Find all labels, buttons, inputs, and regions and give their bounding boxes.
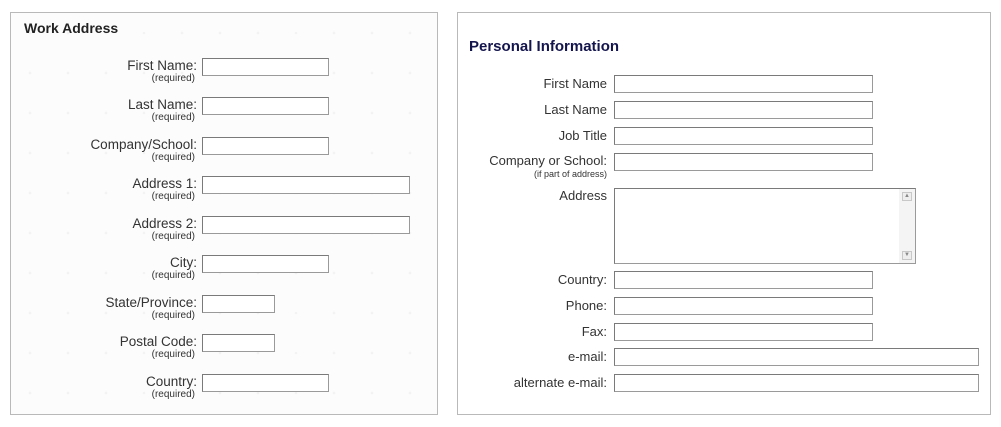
country-required-note: (required) bbox=[151, 389, 195, 400]
personal-information-title: Personal Information bbox=[469, 38, 620, 55]
phone-input[interactable] bbox=[614, 297, 873, 315]
scroll-up-icon[interactable]: ▲ bbox=[902, 192, 912, 201]
address-scrollbar[interactable] bbox=[899, 189, 915, 263]
work-company-school-input[interactable] bbox=[202, 137, 329, 155]
scroll-down-icon[interactable]: ▼ bbox=[902, 251, 912, 260]
job-title-label: Job Title bbox=[558, 128, 607, 143]
company-school-label: Company/School: bbox=[90, 137, 197, 152]
state-province-required-note: (required) bbox=[151, 310, 195, 321]
fax-input[interactable] bbox=[614, 323, 873, 341]
last-name-label: Last Name: bbox=[127, 97, 197, 112]
phone-label: Phone: bbox=[565, 298, 607, 313]
work-address-2-input[interactable] bbox=[202, 216, 410, 234]
address-2-required-note: (required) bbox=[151, 231, 195, 242]
personal-first-name-input[interactable] bbox=[614, 75, 873, 93]
first-name-label: First Name: bbox=[127, 58, 197, 73]
company-or-school-note: (if part of address) bbox=[533, 169, 607, 179]
personal-last-name-label: Last Name bbox=[544, 102, 607, 117]
address-2-label: Address 2: bbox=[132, 216, 197, 231]
alternate-email-input[interactable] bbox=[614, 374, 979, 392]
work-city-input[interactable] bbox=[202, 255, 329, 273]
email-input[interactable] bbox=[614, 348, 979, 366]
alternate-email-label: alternate e-mail: bbox=[513, 375, 607, 390]
personal-address-label: Address bbox=[559, 188, 607, 203]
personal-last-name-input[interactable] bbox=[614, 101, 873, 119]
fax-label: Fax: bbox=[581, 324, 607, 339]
work-first-name-input[interactable] bbox=[202, 58, 329, 76]
postal-code-label: Postal Code: bbox=[119, 334, 197, 349]
address-1-required-note: (required) bbox=[151, 191, 195, 202]
personal-information-panel bbox=[457, 12, 991, 415]
personal-country-input[interactable] bbox=[614, 271, 873, 289]
work-country-input[interactable] bbox=[202, 374, 329, 392]
email-label: e-mail: bbox=[567, 349, 607, 364]
address-1-label: Address 1: bbox=[132, 176, 197, 191]
company-or-school-input[interactable] bbox=[614, 153, 873, 171]
last-name-required-note: (required) bbox=[151, 112, 195, 123]
city-label: City: bbox=[170, 255, 197, 270]
work-last-name-input[interactable] bbox=[202, 97, 329, 115]
work-address-1-input[interactable] bbox=[202, 176, 410, 194]
personal-address-textarea[interactable] bbox=[614, 188, 916, 264]
company-or-school-label: Company or School: bbox=[489, 153, 607, 168]
country-label: Country: bbox=[145, 374, 197, 389]
personal-country-label: Country: bbox=[557, 272, 607, 287]
postal-code-required-note: (required) bbox=[151, 349, 195, 360]
personal-first-name-label: First Name bbox=[543, 76, 607, 91]
first-name-required-note: (required) bbox=[151, 73, 195, 84]
work-state-province-input[interactable] bbox=[202, 295, 275, 313]
work-address-panel bbox=[10, 12, 438, 415]
work-postal-code-input[interactable] bbox=[202, 334, 275, 352]
job-title-input[interactable] bbox=[614, 127, 873, 145]
city-required-note: (required) bbox=[151, 270, 195, 281]
work-address-title: Work Address bbox=[24, 20, 119, 36]
state-province-label: State/Province: bbox=[105, 295, 197, 310]
company-school-required-note: (required) bbox=[151, 152, 195, 163]
